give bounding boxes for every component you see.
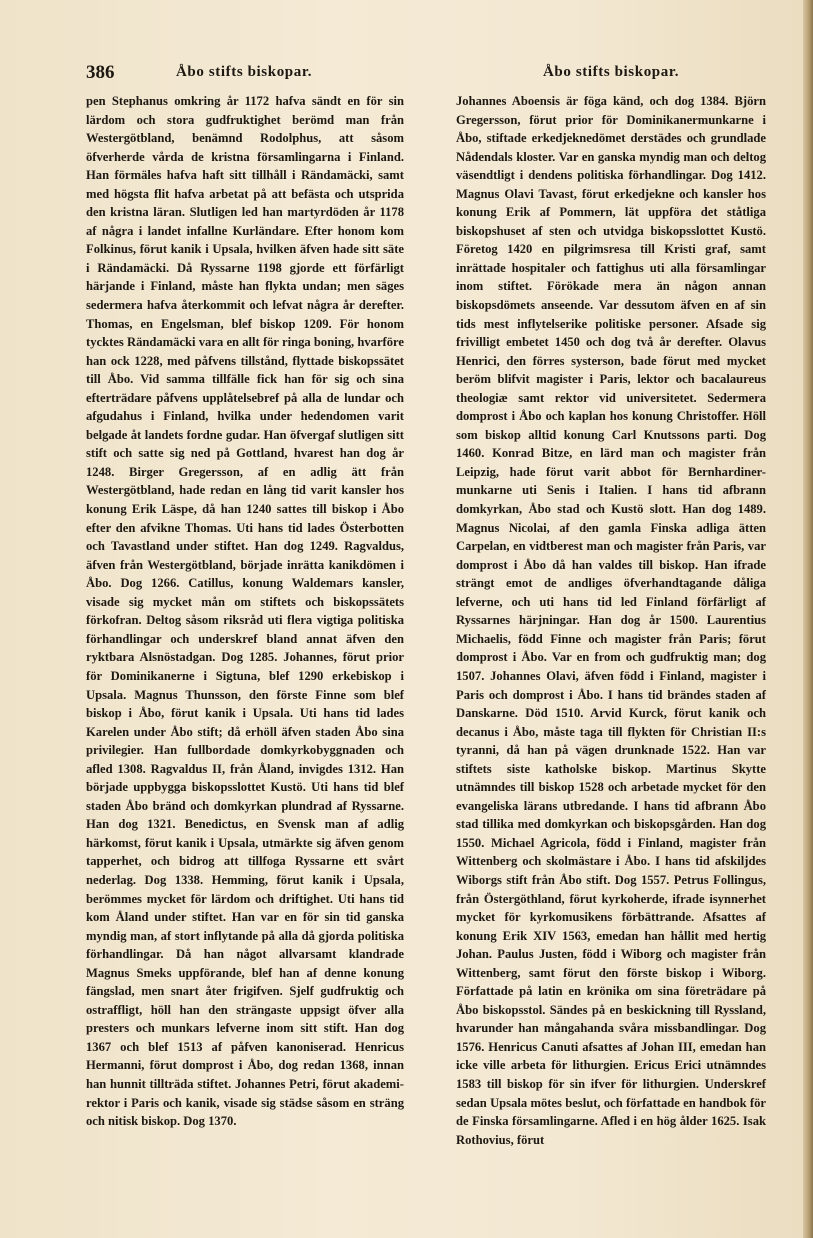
page-edge-shadow [803, 0, 813, 1238]
page-number: 386 [86, 62, 115, 83]
running-head-left: Åbo stifts biskopar. [176, 64, 313, 80]
column-left-text: pen Stephanus omkring år 1172 hafva sändt en för sin lärdom och stora gudfruktighet berömd man från Westergötbland, benämnd Rodolphus, att såsom öfverherde vårda de kristna församlingarna i Finland. Han förmäles hafva haft sitt tillhåll i Rändamäcki, samt med högsta flit hafva arbetat på att befästa och utsprida den kristna läran. Slutligen led han martyrdöden år 1178 af några i landet infallne Kurländare. Efter honom kom Folkinus, förut kanik i Upsala, hvilken äfven hade sitt säte i Rändamäcki. Då Ryssarne 1198 gjorde ett förfärligt härjande i Finland, måste han flykta undan; men säges sedermera hafva återkommit och lefvat några år derefter. Thomas, en Engelsman, blef biskop 1209. För honom tycktes Rändamäcki vara en allt för ringa boning, hvarföre han ock 1228, med påfvens tillstånd, flyttade biskopssätet till Åbo. Vid samma tillfälle fick han för sig och sina efterträdare påfvens upplåtelsebref på alla de lundar och afgudahus i Finland, hvilka under hedendomen varit belgade åt landets fordne gudar. Han öfvergaf slutligen sitt stift och satte sig ned på Gottland, hvarest han dog år 1248. Birger Gregersson, af en adlig ätt från Westergötbland, hade redan en lång tid varit kansler hos konung Erik Läspe, då han 1240 sattes till biskop i Åbo efter den afvikne Thomas. Uti hans tid lades Österbotten och Tavastland under stiftet. Han dog 1249. Ragvaldus, äfven från Westergötbland, började inrätta kanikdömen i Åbo. Dog 1266. Catillus, konung Waldemars kansler, visade sig mycket mån om stiftets och biskopssätets förkofran. Deltog såsom riksråd uti flera vigtiga politiska förhandlingar och underskref bland annat äfven den ryktbara Alsnöstadgan. Dog 1285. Johannes, förut prior för Dominikanerne i Sigtuna, blef 1290 erkebiskop i Upsala. Magnus Thunsson, den förste Finne som blef biskop i Åbo, förut kanik i Upsala. Uti hans tid lades Karelen under Åbo stift; då erhöll äfven staden Åbo sina privilegier. Han fullbordade domkyrkobyggnaden och afled 1308. Ragvaldus II, från Åland, invigdes 1312. Han började uppbygga biskopsslottet Kustö. Uti hans tid blef staden Åbo bränd och domkyrkan plundrad af Ryssarne. Han dog 1321. Benedictus, en Svensk man af adlig härkomst, förut kanik i Upsala, utmärkte sig äfven genom tapperhet, och bidrog att tillfoga Ryssarne ett svårt nederlag. Dog 1338. Hemming, förut kanik i Upsala, berömmes mycket för lärdom och driftighet. Uti hans tid kom Åland under stiftet. Han var en för sin tid ganska myndig man, af stort inflytande på alla då gjorda politiska förhandlingar. Då han något allvarsamt klandrade Magnus Smeks uppförande, blef han af denne konung fängslad, men snart åter frigifven. Sjelf gudfruktig och ostraffligt, höll han den strängaste uppsigt öfver alla presters och munkars lefverne inom sitt stift. Han dog 1367 och blef 1513 af påfven kanoniserad. Henricus Hermanni, förut domprost i Åbo, dog redan 1368, innan han hunnit tillträda stiftet. Johannes Petri, förut akademi-rektor i Paris och kanik, visade sig städse såsom en sträng och nitisk biskop. Dog 1370. [86, 94, 404, 1129]
page-header [86, 62, 700, 88]
column-right-text: Johannes Aboensis är föga känd, och dog 1384. Björn Gregersson, förut prior för Dominikanermunkarne i Åbo, stiftade erkedjeknedömet derstädes och grundlade Nådendals kloster. Var en ganska myndig man och deltog väsendtligt i dendens politiska förhandlingar. Dog 1412. Magnus Olavi Tavast, förut erkedjekne och kansler hos konung Erik af Pommern, lät uppföra det ståtliga biskopshuset af sten och utvidga biskopsslottet Kustö. Företog 1420 en pilgrimsresa till Kristi graf, samt inrättade hospitaler och fattighus uti alla församlingar inom stiftet. Förökade mera än någon annan biskopsdömets anseende. Var dessutom äfven en af sin tids mest inflytelserike politiske personer. Afsade sig frivilligt embetet 1450 och dog två år derefter. Olavus Henrici, den förres systerson, bade förut med mycket beröm blifvit magister i Paris, lektor och bacalaureus theologiæ samt rektor vid universitetet. Sedermera domprost i Åbo och kaplan hos konung Christoffer. Höll som biskop alltid konung Carl Knutssons parti. Dog 1460. Konrad Bitze, en lärd man och magister från Leipzig, hade förut varit abbot för Bernhardiner-munkarne uti Senis i Italien. I hans tid afbrann domkyrkan, Åbo stad och Kustö slott. Han dog 1489. Magnus Nicolai, af den gamla Finska adliga ätten Carpelan, en vidtberest man och magister från Paris, var domprost i Åbo då han valdes till biskop. Han ifrade strängt emot de andliges öfverhandtagande dåliga lefverne, och uti hans tid led Finland förfärligt af Ryssarnes härjningar. Han dog år 1500. Laurentius Michaelis, född Finne och magister från Paris; förut domprost i Åbo. Var en from och gudfruktig man; dog 1507. Johannes Olavi, äfven född i Finland, magister i Paris och domprost i Åbo. I hans tid brändes staden af Danskarne. Död 1510. Arvid Kurck, förut kanik och decanus i Åbo, måste taga till flykten för Christian II:s tyranni, då han på vägen drunknade 1522. Han var stiftets siste katholske biskop. Martinus Skytte utnämndes till biskop 1528 och arbetade mycket för den evangeliska lärans utbredande. I hans tid afbrann Åbo stad tillika med domkyrkan och biskopsgården. Han dog 1550. Michael Agricola, född i Finland, magister från Wittenberg och skolmästare i Åbo. I hans tid afskiljdes Wiborgs stift från Åbo stift. Dog 1557. Petrus Follingus, från Östergöthland, förut kyrkoherde, ifrade isynnerhet mycket för kyrkomusikens förbättrande. Afsattes af konung Erik XIV 1563, emedan han hållit med hertig Johan. Paulus Justen, född i Wiborg och magister från Wittenberg, samt förut den förste biskop i Wiborg. Författade på latin en krönika om sina företrädare på Åbo biskopsstol. Sändes på en beskickning till Ryssland, hvarunder han mångahanda svåra missbandlingar. Dog 1576. Henricus Canuti afsattes af Johan III, emedan han icke ville arbeta för lithurgien. Ericus Erici utnämndes 1583 till biskop för sin ifver för lithurgien. Underskref sedan Upsala mötes beslut, och författade en handbok för de Finska församlingarne. Afled i en hög ålder 1625. Isak Rothovius, förut [456, 94, 766, 1147]
text-column-right [456, 92, 766, 1149]
running-head-right: Åbo stifts biskopar. [543, 64, 680, 80]
text-column-left [86, 92, 404, 1131]
